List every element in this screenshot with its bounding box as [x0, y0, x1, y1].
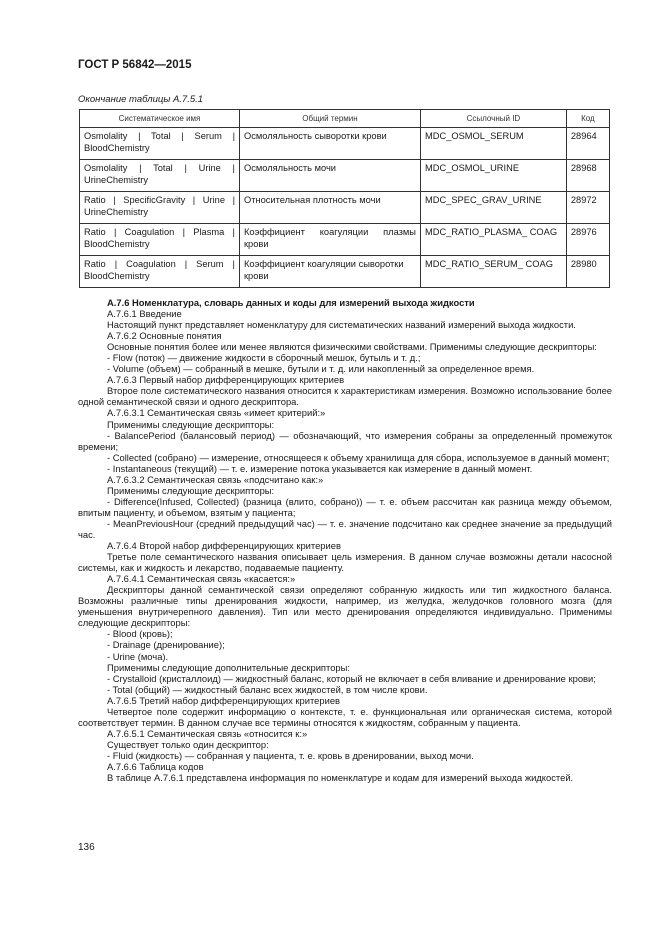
column-header-systematic-name: Систематическое имя — [80, 110, 240, 128]
paragraph: В таблице А.7.6.1 представлена информация по номенклатуре и кодам для измерений выхода жидкостей. — [107, 772, 574, 784]
list-item: - Flow (поток) — движение жидкости в сборочный мешок, бутыль и т. д.; — [107, 352, 421, 364]
paragraph: Третье поле семантического названия описывает цель измерения. В данном случае возможны детали насосной системы, как и жидкость и лекарство, подаваемые пациенту. — [78, 551, 612, 574]
subsection-heading: А.7.6.3.2 Семантическая связь «подсчитано как:» — [107, 473, 324, 485]
table-row — [80, 192, 610, 224]
section-body — [78, 297, 612, 783]
subsection-heading: А.7.6.5 Третий набор дифференцирующих критериев — [107, 694, 341, 706]
paragraph: Настоящий пункт представляет номенклатуру для систематических названий измерений выхода жидкости. — [107, 319, 576, 331]
column-header-common-term: Общий термин — [239, 110, 420, 128]
table-caption: Окончание таблицы А.7.5.1 — [78, 94, 204, 105]
paragraph: Основные понятия более или менее являются физическими свойствами. Применимы следующие дескрипторы: — [107, 341, 597, 353]
cell-reference-id: MDC_SPEC_GRAV_URINE — [421, 192, 567, 224]
section-heading: А.7.6 Номенклатура, словарь данных и коды для измерений выхода жидкости — [107, 297, 475, 308]
table-row — [80, 224, 610, 256]
subsection-heading: А.7.6.4 Второй набор дифференцирующих критериев — [107, 540, 341, 552]
list-item: - Drainage (дренирование); — [107, 639, 225, 651]
list-item: - MeanPreviousHour (средний предыдущий час) — т. е. значение подсчитано как среднее значение за предыдущий час. — [78, 517, 612, 540]
list-item: - Instantaneous (текущий) — т. е. измерение потока указывается как измерение в данный момент. — [107, 462, 533, 474]
page-number: 136 — [78, 842, 95, 853]
table-header-row — [80, 110, 610, 128]
list-item: - Difference(Infused, Collected) (разница (влито, собрано)) — т. е. объем рассчитан как разница между объемом, впитым пациенту, и объемом, взятым у пациента; — [78, 495, 612, 518]
list-item: - Urine (моча). — [107, 650, 169, 662]
paragraph: Применимы следующие дополнительные дескрипторы: — [107, 661, 350, 673]
cell-reference-id: MDC_OSMOL_SERUM — [421, 128, 567, 160]
cell-systematic-name: Osmolality | Total | Urine | UrineChemistry — [80, 160, 240, 192]
column-header-code: Код — [566, 110, 609, 128]
cell-reference-id: MDC_RATIO_SERUM_ COAG — [421, 256, 567, 288]
list-item: - Crystalloid (кристаллоид) — жидкостный баланс, который не включает в себя вливание и дренирование крови; — [107, 672, 596, 684]
table-row — [80, 256, 610, 288]
paragraph: Четвертое поле содержит информацию о контексте, т. е. функциональная или органическая система, которой соответствует термин. В данном случае все термины относятся к жидкостям, собранным у пациента. — [78, 705, 612, 728]
list-item: - Fluid (жидкость) — собранная у пациента, т. е. кровь в дренировании, выход мочи. — [107, 749, 474, 761]
paragraph: Существует только один дескриптор: — [107, 738, 269, 750]
paragraph: Применимы следующие дескрипторы: — [107, 418, 275, 430]
cell-systematic-name: Ratio | SpecificGravity | Urine | UrineChemistry — [80, 192, 240, 224]
cell-code: 28980 — [566, 256, 609, 288]
subsection-heading: А.7.6.3.1 Семантическая связь «имеет критерий:» — [107, 407, 326, 419]
document-header: ГОСТ Р 56842—2015 — [78, 59, 192, 71]
subsection-heading: А.7.6.2 Основные понятия — [107, 330, 222, 342]
cell-systematic-name: Ratio | Coagulation | Plasma | BloodChemistry — [80, 224, 240, 256]
cell-code: 28972 — [566, 192, 609, 224]
subsection-heading: А.7.6.4.1 Семантическая связь «касается:» — [107, 573, 296, 585]
list-item: - Volume (объем) — собранный в мешке, бутыли и т. д. или накопленный за определенное время. — [107, 363, 535, 375]
cell-common-term: Коэффициент коагуляции плазмы крови — [239, 224, 420, 256]
subsection-heading: А.7.6.3 Первый набор дифференцирующих критериев — [107, 374, 345, 386]
list-item: - Collected (собрано) — измерение, относящееся к объему хранилища для сбора, используемое в данный момент; — [107, 451, 610, 463]
cell-common-term: Осмоляльность мочи — [239, 160, 420, 192]
list-item: - BalancePeriod (балансовый период) — обозначающий, что измерения собраны за определенный промежуток времени; — [78, 429, 612, 452]
cell-systematic-name: Ratio | Coagulation | Serum | BloodChemistry — [80, 256, 240, 288]
cell-common-term: Осмоляльность сыворотки крови — [239, 128, 420, 160]
paragraph: Второе поле систематического названия относится к характеристикам измерения. Возможно использование более одной семантической связи и одного дескриптора. — [78, 385, 612, 408]
cell-systematic-name: Osmolality | Total | Serum | BloodChemistry — [80, 128, 240, 160]
subsection-heading: А.7.6.1 Введение — [107, 308, 182, 320]
table-row — [80, 128, 610, 160]
subsection-heading: А.7.6.5.1 Семантическая связь «относится к:» — [107, 727, 308, 739]
nomenclature-table — [79, 109, 610, 288]
cell-reference-id: MDC_OSMOL_URINE — [421, 160, 567, 192]
column-header-reference-id: Ссылочный ID — [421, 110, 567, 128]
cell-code: 28964 — [566, 128, 609, 160]
cell-code: 28968 — [566, 160, 609, 192]
cell-common-term: Относительная плотность мочи — [239, 192, 420, 224]
paragraph: Дескрипторы данной семантической связи определяют собранную жидкость или тип жидкостного баланса. Возможны различные типы дренирования жидкости, например, из желудка, желудочков головного мозга (для уменьшения внутричерепного давления). Тип или место дренирования определяются индивидуально. Применимы следующие дескрипторы: — [78, 584, 612, 629]
cell-common-term: Коэффициент коагуляции сыворотки крови — [239, 256, 420, 288]
cell-reference-id: MDC_RATIO_PLASMA_ COAG — [421, 224, 567, 256]
list-item: - Total (общий) — жидкостный баланс всех жидкостей, в том числе крови. — [107, 683, 428, 695]
cell-code: 28976 — [566, 224, 609, 256]
table-row — [80, 160, 610, 192]
subsection-heading: А.7.6.6 Таблица кодов — [107, 760, 204, 772]
list-item: - Blood (кровь); — [107, 628, 173, 640]
paragraph: Применимы следующие дескрипторы: — [107, 484, 275, 496]
